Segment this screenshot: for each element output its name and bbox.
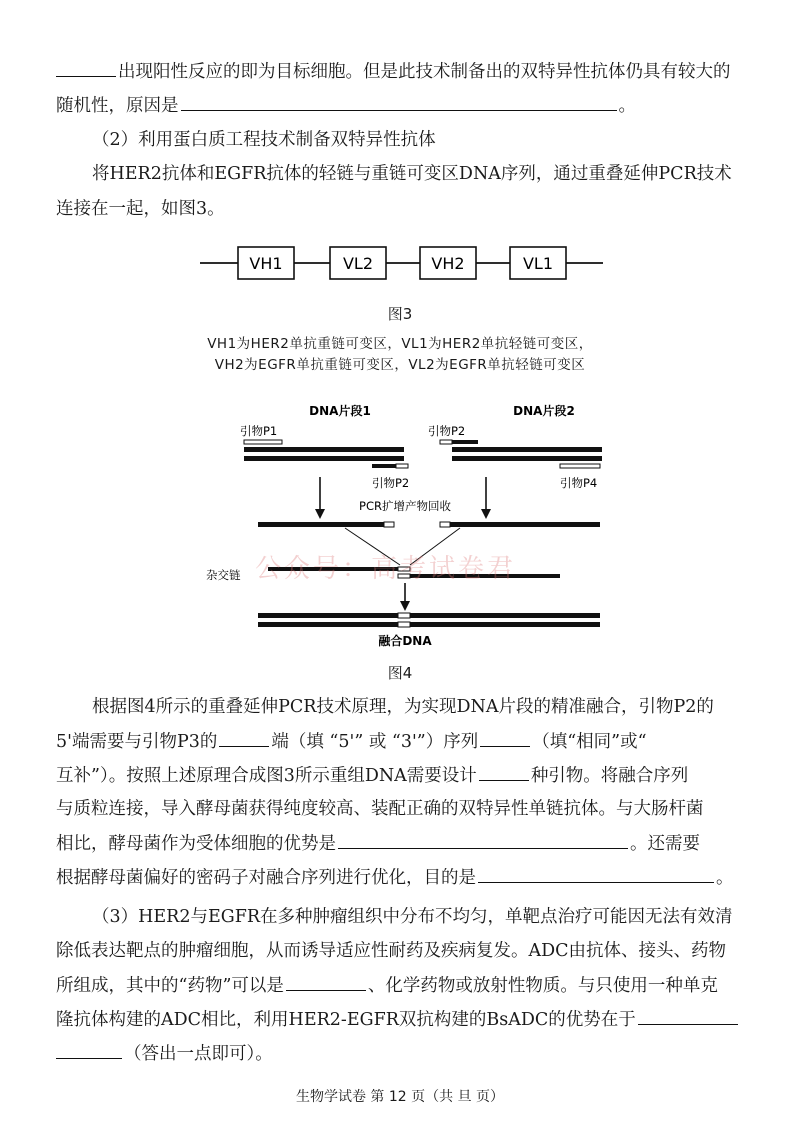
- text-line: [56, 1040, 746, 1067]
- fig4-fragment-2-label: DNA片段2: [513, 404, 575, 418]
- text-line: 连接在一起，如图3。: [56, 199, 225, 219]
- text-line: [56, 762, 746, 789]
- fig3-box-label: VL2: [342, 254, 374, 273]
- page-footer: 生物学试卷 第 12 页（共 旦 页）: [295, 1089, 505, 1105]
- fig4-fragment-1-label: DNA片段1: [309, 404, 371, 418]
- text-line: [56, 972, 746, 999]
- answer-blank[interactable]: [181, 92, 617, 111]
- text-line: [56, 864, 746, 891]
- text-span: 随机性，原因是: [56, 96, 179, 116]
- text-span: 端（填 “5'” 或 “3'”）序列: [271, 732, 479, 752]
- answer-blank[interactable]: [638, 1006, 738, 1025]
- text-span: 隆抗体构建的ADC相比，利用HER2-EGFR双抗构建的BsADC的优势在于: [56, 1010, 636, 1030]
- text-span: 互补”）。按照上述原理合成图3所示重组DNA需要设计: [56, 766, 477, 786]
- figure-4-diagram: [0, 395, 800, 657]
- text-span: 相比，酵母菌作为受体细胞的优势是: [56, 834, 336, 854]
- figure-3-diagram: [0, 235, 800, 295]
- fig4-hybrid-label: 杂交链: [206, 568, 241, 582]
- text-span: 所组成，其中的“药物”可以是: [56, 976, 284, 996]
- text-line: [56, 58, 746, 85]
- text-line: [56, 728, 746, 755]
- text-span: 根据酵母菌偏好的密码子对融合序列进行优化，目的是: [56, 868, 476, 888]
- text-line: [56, 1006, 746, 1033]
- fig4-primer-label: 引物P2: [372, 476, 410, 490]
- text-span: 。: [716, 868, 734, 888]
- text-line: 将HER2抗体和EGFR抗体的轻链与重链可变区DNA序列，通过重叠延伸PCR技术: [92, 164, 732, 184]
- fig4-fused-label: 融合DNA: [378, 634, 432, 648]
- text-line: 根据图4所示的重叠延伸PCR技术原理，为实现DNA片段的精准融合，引物P2的: [92, 697, 714, 717]
- figure-3-note: VH1为HER2单抗重链可变区，VL1为HER2单抗轻链可变区，: [207, 336, 593, 352]
- section-heading: （3）HER2与EGFR在多种肿瘤组织中分布不均匀，单靶点治疗可能因无法有效清: [92, 907, 733, 927]
- text-span: 5'端需要与引物P3的: [56, 732, 218, 752]
- fig3-box-label: VH1: [249, 254, 283, 273]
- answer-blank[interactable]: [478, 864, 714, 883]
- text-line: [56, 92, 746, 119]
- fig4-primer-label: 引物P4: [560, 476, 598, 490]
- answer-blank[interactable]: [219, 728, 269, 747]
- figure-4-caption: 图4: [387, 664, 413, 682]
- text-span: （答出一点即可）。: [124, 1044, 273, 1064]
- text-span: 种引物。将融合序列: [530, 766, 689, 786]
- section-heading: （2）利用蛋白质工程技术制备双特异性抗体: [92, 130, 436, 150]
- answer-blank[interactable]: [480, 728, 530, 747]
- answer-blank[interactable]: [286, 972, 366, 991]
- figure-3-note: VH2为EGFR单抗重链可变区，VL2为EGFR单抗轻链可变区: [214, 357, 586, 373]
- watermark: 公众号：高考试卷君: [255, 554, 517, 584]
- figure-3-caption: 图3: [387, 305, 413, 323]
- text-span: 。: [618, 96, 636, 116]
- fig4-primer-label: 引物P1: [240, 424, 278, 438]
- fig4-pcr-label: PCR扩增产物回收: [359, 499, 451, 513]
- text-line: 与质粒连接，导入酵母菌获得纯度较高、装配正确的双特异性单链抗体。与大肠杆菌: [56, 799, 704, 819]
- answer-blank[interactable]: [56, 58, 116, 77]
- answer-blank[interactable]: [338, 830, 628, 849]
- fig4-primer-label: 引物P2: [428, 424, 466, 438]
- text-line: 除低表达靶点的肿瘤细胞，从而诱导适应性耐药及疾病复发。ADC由抗体、接头、药物: [56, 941, 727, 961]
- answer-blank[interactable]: [479, 762, 529, 781]
- answer-blank[interactable]: [56, 1040, 122, 1059]
- fig3-box-label: VL1: [522, 254, 554, 273]
- text-span: 、化学药物或放射性物质。与只使用一种单克: [367, 976, 718, 996]
- text-span: 。还需要: [630, 834, 700, 854]
- text-line: [56, 830, 746, 857]
- text-span: （填“相同”或“: [532, 732, 647, 752]
- text-span: 出现阳性反应的即为目标细胞。但是此技术制备出的双特异性抗体仍具有较大的: [118, 62, 731, 82]
- fig3-box-label: VH2: [431, 254, 465, 273]
